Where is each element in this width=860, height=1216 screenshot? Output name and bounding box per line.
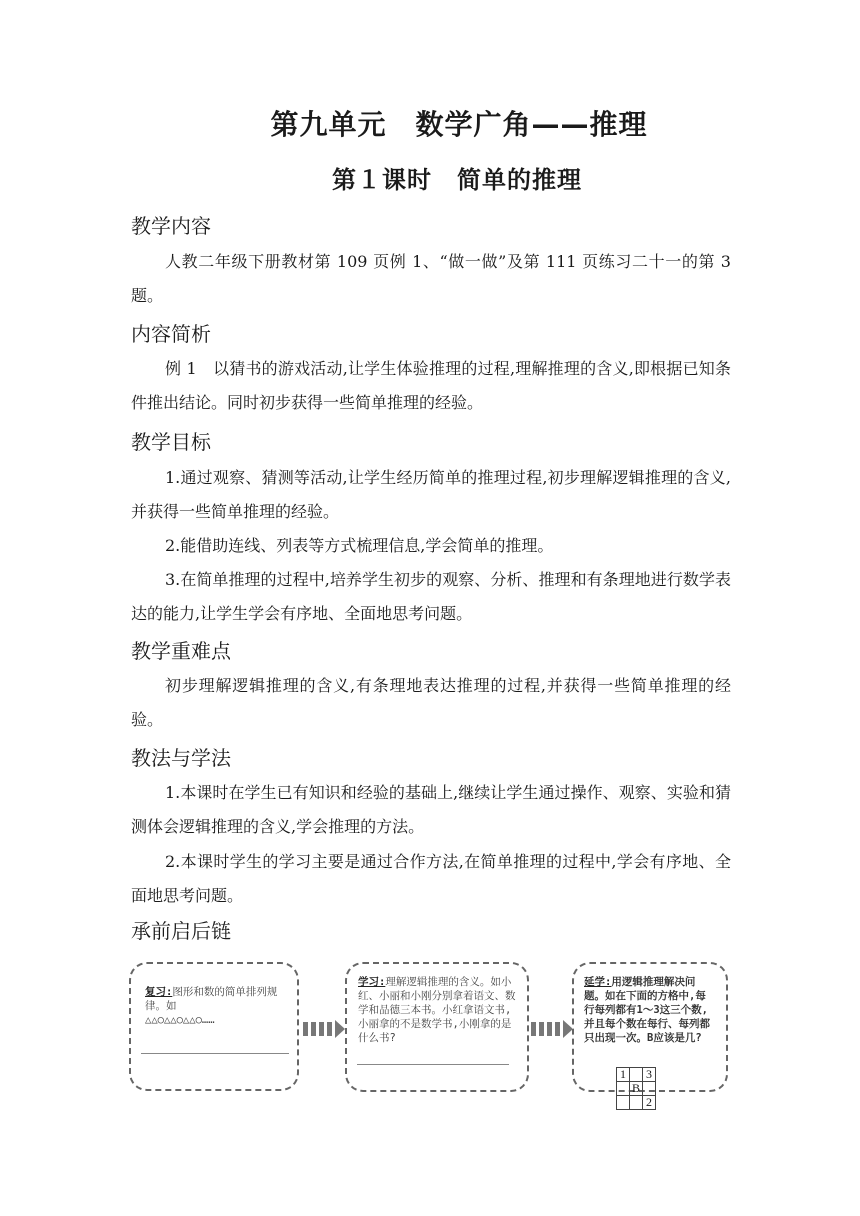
- method-item-2: 2.本课时学生的学习主要是通过合作方法,在简单推理的过程中,学会有序地、全面地思考问题。: [131, 852, 731, 905]
- section-paragraph: 例 1 以猜书的游戏活动,让学生体验推理的过程,理解推理的含义,即根据已知条件推出结论。同时初步获得一些简单推理的经验。: [131, 359, 731, 412]
- chain-arrow-1: [303, 1020, 345, 1038]
- section-paragraph: 初步理解逻辑推理的含义,有条理地表达推理的过程,并获得一些简单推理的经验。: [131, 676, 731, 729]
- grid-cell: [630, 1068, 643, 1082]
- grid-cell: 1: [617, 1068, 630, 1082]
- number-grid: [616, 1067, 656, 1110]
- extend-label: 延学:: [584, 976, 612, 988]
- method-item-1: 1.本课时在学生已有知识和经验的基础上,继续让学生通过操作、观察、实验和猜测体会逻辑推理的含义,学会推理的方法。: [131, 783, 731, 836]
- grid-cell: B: [630, 1082, 643, 1096]
- learn-text: [358, 975, 516, 1045]
- extend-description: 用逻辑推理解决问题。如在下面的方格中,每行每列都有1～3这三个数,并且每个数在每行、每列都只出现一次。B应该是几?: [584, 976, 710, 1044]
- unit-title: 第九单元 数学广角——推理: [270, 108, 648, 141]
- section-heading-teaching-goals: 教学目标: [131, 430, 211, 454]
- learn-answer-line: [357, 1064, 509, 1065]
- section-heading-teaching-content: 教学内容: [131, 214, 211, 238]
- grid-cell: [617, 1082, 630, 1096]
- goal-item-2: 2.能借助连线、列表等方式梳理信息,学会简单的推理。: [165, 536, 554, 555]
- chain-arrow-2: [531, 1020, 573, 1038]
- grid-cell: [617, 1096, 630, 1110]
- review-answer-line: [141, 1053, 289, 1054]
- learn-description: 理解逻辑推理的含义。如小红、小丽和小刚分别拿着语文、数学和品德三本书。小红拿语文书,小丽拿的不是数学书,小刚拿的是什么书?: [358, 976, 516, 1044]
- review-pattern: △△○△△○△△○……: [145, 1014, 215, 1026]
- section-heading-content-analysis: 内容简析: [131, 322, 211, 346]
- review-label: 复习:: [145, 986, 173, 998]
- grid-cell: 2: [643, 1096, 656, 1110]
- section-paragraph: 人教二年级下册教材第 109 页例 1、“做一做”及第 111 页练习二十一的第 3 题。: [131, 252, 731, 305]
- section-heading-key-points: 教学重难点: [131, 639, 231, 663]
- review-text: [145, 985, 285, 1027]
- goal-item-1: 1.通过观察、猜测等活动,让学生经历简单的推理过程,初步理解逻辑推理的含义,并获得一些简单推理的经验。: [131, 468, 731, 521]
- grid-cell: [643, 1082, 656, 1096]
- goal-item-3: 3.在简单推理的过程中,培养学生初步的观察、分析、推理和有条理地进行数学表达的能力,让学生学会有序地、全面地思考问题。: [131, 570, 731, 623]
- lesson-title: 第１课时 简单的推理: [332, 166, 582, 194]
- learn-label: 学习:: [358, 976, 386, 988]
- section-heading-methods: 教法与学法: [131, 746, 231, 770]
- section-heading-chain: 承前启后链: [131, 919, 231, 943]
- review-description: 图形和数的简单排列规律。如: [145, 986, 278, 1012]
- grid-cell: [630, 1096, 643, 1110]
- extend-text: [584, 975, 716, 1045]
- grid-cell: 3: [643, 1068, 656, 1082]
